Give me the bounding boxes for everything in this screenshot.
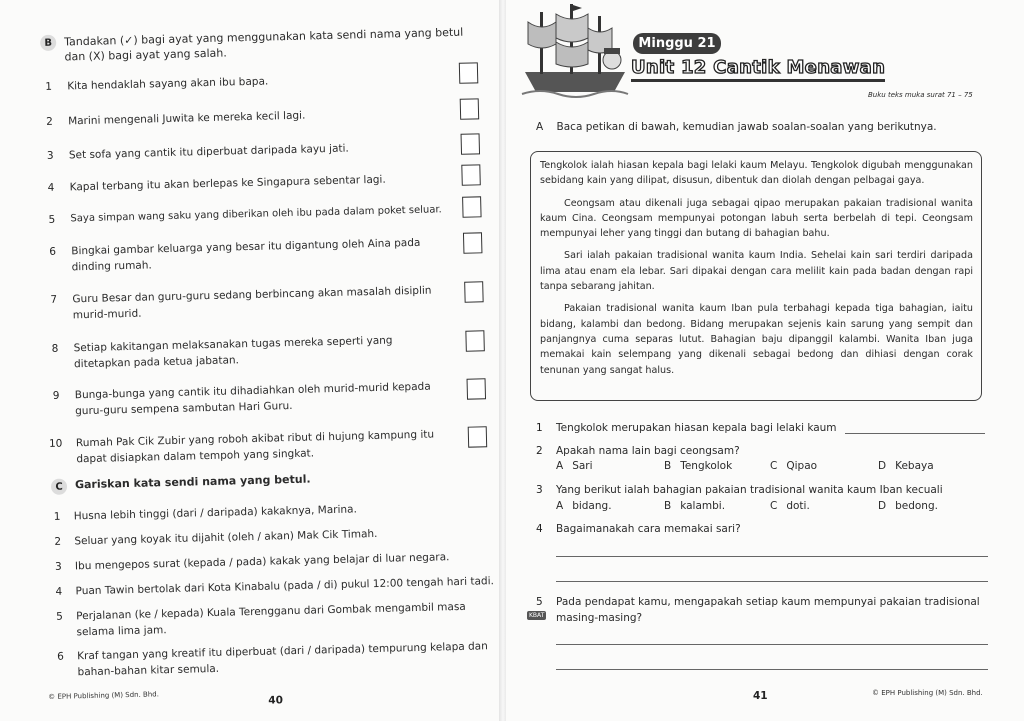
- option-value: Kebaya: [895, 460, 934, 472]
- option-a[interactable]: [556, 500, 612, 512]
- question-number: 3: [536, 484, 543, 496]
- answer-line[interactable]: [845, 433, 985, 434]
- c-item-number: 3: [54, 560, 62, 573]
- option-value: bedong.: [895, 500, 938, 512]
- option-value: kalambi.: [680, 500, 726, 512]
- passage-paragraph: Pakaian tradisional wanita kaum Iban pula terbahagi kepada tiga bahagian, iaitu bidang, kalambi dan bedong. Bidang merupakan sejenis kain sarung yang sempit dan panjangnya cuma separas lutut. Bahagian baju dipanggil kalambi. Wanita Iban juga memakai kain selempang yang dikenali sebagai bedong dan dihiasi dengan corak tenunan yang sangat halus.: [540, 303, 973, 376]
- b-item-text: Saya simpan wang saku yang diberikan oleh ibu pada dalam poket seluar.: [70, 204, 442, 225]
- b-item-number: 7: [50, 293, 58, 306]
- option-c[interactable]: [770, 500, 810, 512]
- b-item-text: Rumah Pak Cik Zubir yang roboh akibat ribut di hujung kampung itu dapat disiapkan dalam tempoh yang singkat.: [75, 428, 435, 466]
- section-a-instruction: Baca petikan di bawah, kemudian jawab soalan-soalan yang berikutnya.: [556, 121, 937, 133]
- answer-line[interactable]: [556, 644, 988, 645]
- c-item-number: 5: [56, 610, 64, 623]
- page-number: 41: [753, 690, 768, 702]
- week-badge: Minggu 21: [633, 33, 721, 54]
- passage-paragraph: Sari ialah pakaian tradisional wanita kaum India. Sehelai kain sari terdiri daripada lima atau enam ela lebar. Sari dipakai dengan cara melilit kain pada badan dengan rapi tanpa sebarang jahitan.: [540, 250, 973, 293]
- question-text: Yang berikut ialah bahagian pakaian tradisional wanita kaum Iban kecuali: [556, 484, 943, 496]
- reading-passage: [530, 151, 982, 401]
- option-value: Tengkolok: [680, 460, 733, 472]
- option-value: Qipao: [786, 460, 818, 472]
- answer-line[interactable]: [556, 669, 988, 670]
- textbook-reference: Buku teks muka surat 71 – 75: [868, 91, 973, 99]
- section-a-letter: A: [536, 121, 544, 133]
- b-item-number: 9: [52, 389, 60, 402]
- question-text: Tengkolok merupakan hiasan kepala bagi lelaki kaum: [556, 422, 837, 434]
- left-page: [0, 0, 500, 721]
- b-item-number: 1: [45, 80, 53, 93]
- section-c-header: [51, 469, 471, 495]
- question-number: 2: [536, 445, 543, 457]
- question-number: 4: [536, 523, 543, 535]
- c-item-text: Puan Tawin bertolak dari Kota Kinabalu (pada / di) pukul 12:00 tengah hari tadi.: [75, 575, 495, 598]
- footer-copyright: © EPH Publishing (M) Sdn. Bhd.: [48, 690, 160, 702]
- c-item-number: 2: [54, 535, 62, 548]
- b-answer-box[interactable]: [461, 133, 481, 154]
- question-text: Apakah nama lain bagi ceongsam?: [556, 445, 740, 457]
- b-item-text: Kita hendaklah sayang akan ibu bapa.: [67, 75, 269, 93]
- question-text: Pada pendapat kamu, mengapakah setiap kaum mempunyai pakaian tradisional masing-masing?: [556, 596, 980, 624]
- b-item-number: 2: [45, 115, 53, 128]
- b-answer-box[interactable]: [460, 98, 480, 119]
- option-value: bidang.: [572, 500, 612, 512]
- page-number: 40: [268, 694, 284, 707]
- b-item-text: Set sofa yang cantik itu diperbuat daripada kayu jati.: [68, 142, 349, 162]
- c-item-text: Husna lebih tinggi (dari / daripada) kakaknya, Marina.: [73, 503, 358, 523]
- c-item-text: Ibu mengepos surat (kepada / pada) kakak yang belajar di luar negara.: [74, 551, 450, 573]
- option-key: B: [664, 500, 672, 512]
- option-d[interactable]: [878, 460, 934, 472]
- b-answer-box[interactable]: [467, 378, 487, 399]
- b-item-text: Bingkai gambar keluarga yang besar itu digantung oleh Aina pada dinding rumah.: [71, 236, 421, 274]
- option-b[interactable]: [664, 500, 725, 512]
- option-key: B: [664, 460, 672, 472]
- option-c[interactable]: [770, 460, 817, 472]
- b-answer-box[interactable]: [462, 196, 482, 217]
- section-b-letter: B: [40, 35, 56, 51]
- option-key: A: [556, 500, 564, 512]
- b-answer-box[interactable]: [465, 330, 485, 351]
- c-item-number: 1: [53, 510, 61, 523]
- c-item-text: Perjalanan (ke / kepada) Kuala Terengganu dari Gombak mengambil masa selama lima jam.: [76, 600, 466, 639]
- c-item-text: Seluar yang koyak itu dijahit (oleh / akan) Mak Cik Timah.: [74, 527, 378, 548]
- section-c-letter: C: [51, 479, 67, 495]
- b-item-number: 10: [48, 437, 63, 450]
- b-item-text: Guru Besar dan guru-guru sedang berbincang akan masalah disiplin murid-murid.: [72, 284, 432, 322]
- unit-title: [631, 57, 885, 78]
- option-a[interactable]: [556, 460, 593, 472]
- pirate-ship-illustration: [520, 2, 630, 102]
- option-value: doti.: [786, 500, 810, 512]
- passage-paragraph: Ceongsam atau dikenali juga sebagai qipao merupakan pakaian tradisional wanita kaum Cina. Ceongsam mempunyai potongan labuh serta berbelah di tepi. Ceongsam mempunyai leher yang tinggi dan butang di bahagian bahu.: [540, 197, 973, 240]
- c-item-number: 4: [55, 585, 63, 598]
- c-item-number: 6: [57, 650, 65, 663]
- b-answer-box[interactable]: [463, 232, 483, 253]
- b-item-number: 6: [49, 245, 57, 258]
- b-item-number: 8: [51, 342, 59, 355]
- b-answer-box[interactable]: [468, 426, 488, 447]
- option-key: D: [878, 500, 887, 512]
- question-number: 1: [536, 422, 543, 434]
- option-d[interactable]: [878, 500, 938, 512]
- section-b-header: [40, 24, 481, 65]
- answer-line[interactable]: [556, 581, 988, 582]
- b-item-number: 5: [48, 213, 56, 226]
- question-text: Bagaimanakah cara memakai sari?: [556, 523, 741, 535]
- passage-paragraph: Tengkolok ialah hiasan kepala bagi lelaki kaum Melayu. Tengkolok digubah menggunakan sebidang kain yang dilipat, disusun, dibentuk dan diolah dengan pelbagai gaya.: [540, 160, 973, 187]
- b-item-number: 4: [47, 181, 55, 194]
- b-item-text: Kapal terbang itu akan berlepas ke Singapura sebentar lagi.: [69, 173, 386, 194]
- option-key: C: [770, 460, 778, 472]
- option-b[interactable]: [664, 460, 732, 472]
- section-b-instruction: Tandakan (✓) bagi ayat yang menggunakan kata sendi nama yang betul dan (X) bagi ayat yang salah.: [64, 25, 464, 64]
- b-item-text: Setiap kakitangan melaksanakan tugas mereka seperti yang ditetapkan pada ketua jabatan.: [73, 334, 393, 371]
- option-key: D: [878, 460, 887, 472]
- footer-copyright: © EPH Publishing (M) Sdn. Bhd.: [872, 689, 983, 697]
- b-item-number: 3: [46, 149, 54, 162]
- b-answer-box[interactable]: [461, 164, 481, 185]
- option-key: C: [770, 500, 778, 512]
- option-key: A: [556, 460, 564, 472]
- b-item-text: Bunga-bunga yang cantik itu dihadiahkan oleh murid-murid kepada guru-guru sempena sambutan Hari Guru.: [74, 380, 431, 418]
- b-answer-box[interactable]: [459, 62, 479, 83]
- kbat-icon: KBAT: [529, 612, 545, 619]
- question-number: 5: [536, 596, 543, 608]
- c-item-text: Kraf tangan yang kreatif itu diperbuat (dari / daripada) tempurung kelapa dan bahan-bahan kitar semula.: [77, 640, 488, 679]
- b-item-text: Marini mengenali Juwita ke mereka kecil lagi.: [67, 109, 306, 128]
- section-a-header: [536, 121, 937, 133]
- option-value: Sari: [572, 460, 593, 472]
- section-c-instruction: Gariskan kata sendi nama yang betul.: [74, 472, 311, 492]
- unit-title-text: Unit 12 Cantik Menawan: [631, 57, 885, 82]
- b-answer-box[interactable]: [464, 281, 484, 302]
- answer-line[interactable]: [556, 556, 988, 557]
